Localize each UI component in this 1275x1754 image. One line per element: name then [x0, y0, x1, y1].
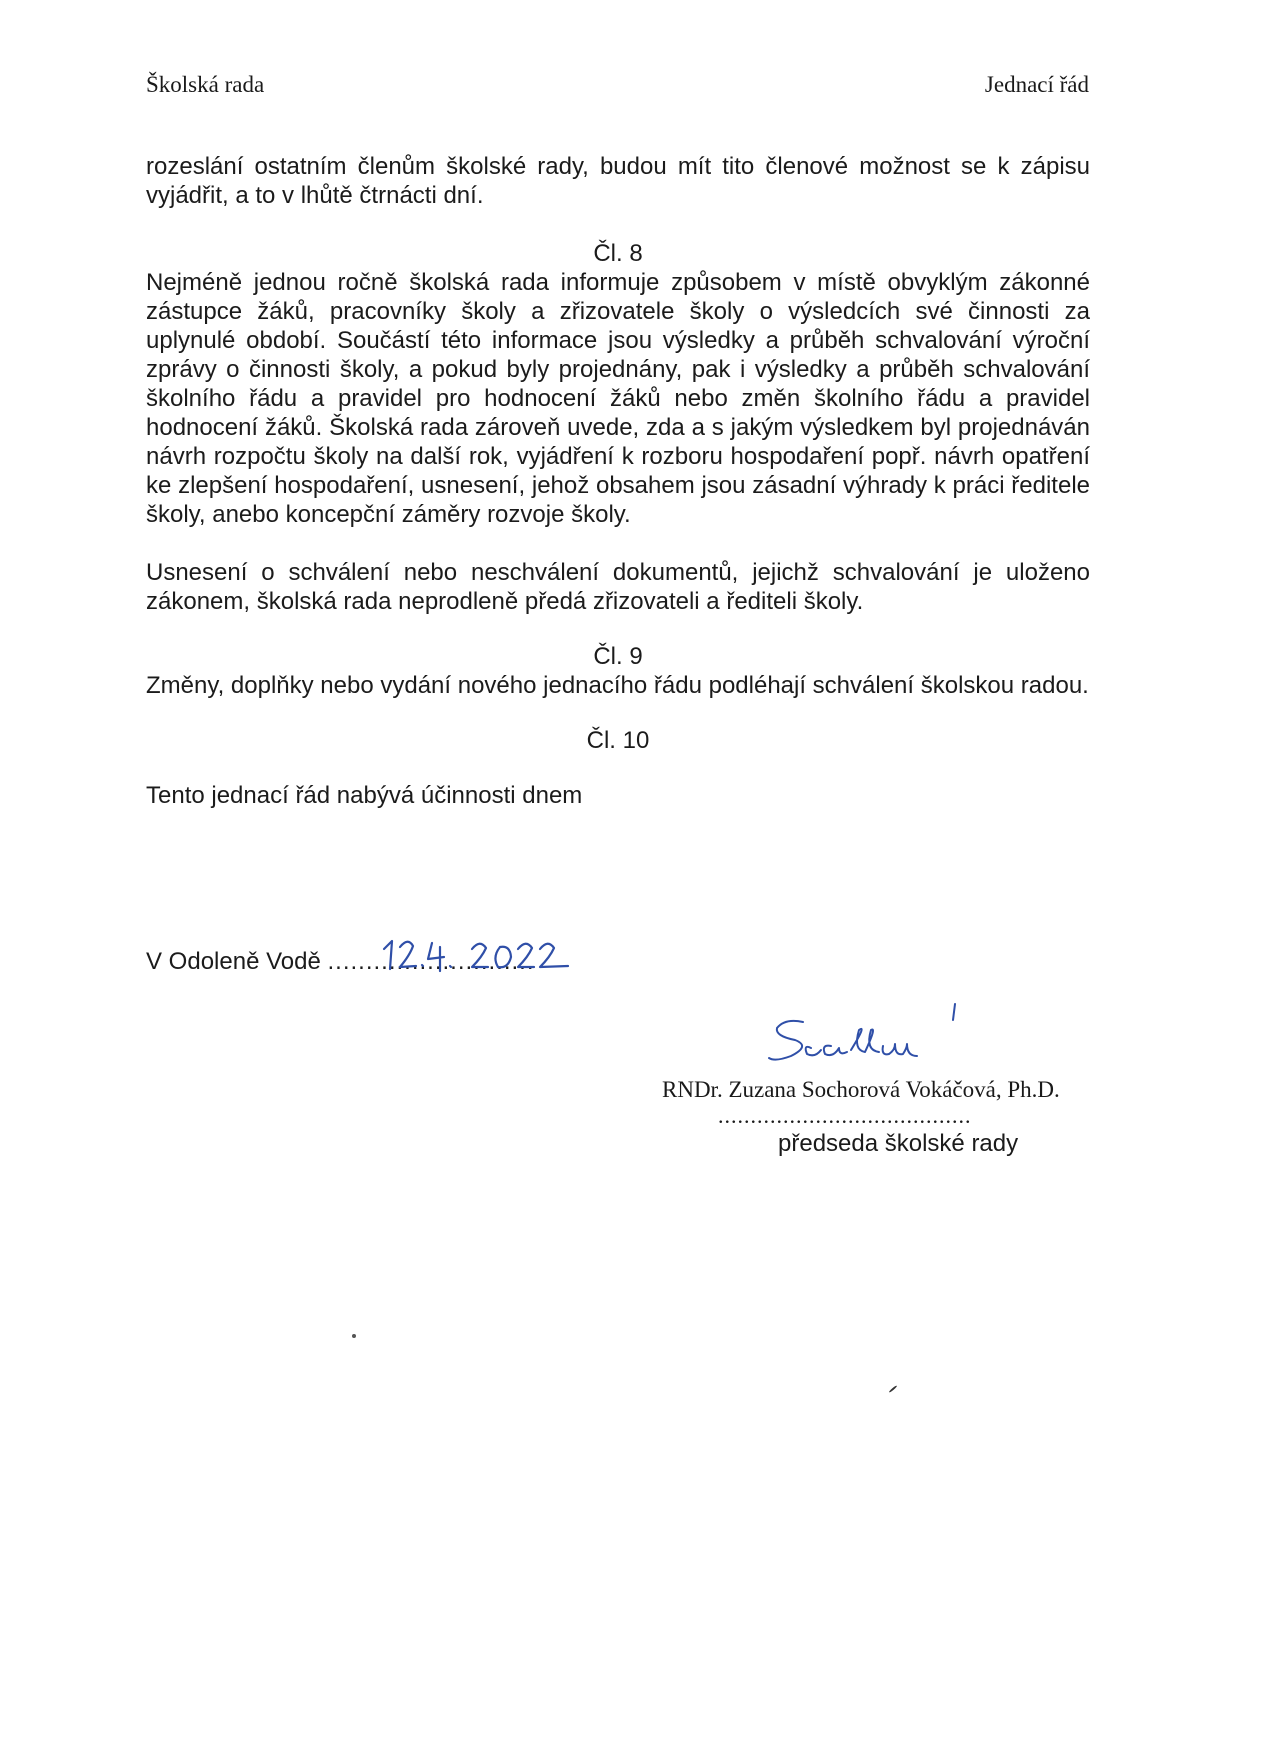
scan-speck	[352, 1334, 356, 1338]
signer-role: předseda školské rady	[778, 1130, 1019, 1157]
place-label: V Odoleně Vodě	[146, 948, 321, 975]
continuation-paragraph: rozeslání ostatním členům školské rady, budou mít tito členové možnost se k zápisu vyjádřit, a to v lhůtě čtrnácti dní.	[146, 153, 1090, 209]
article-8-heading: Čl. 8	[593, 240, 643, 267]
article-10-paragraph-1: Tento jednací řád nabývá účinnosti dnem	[146, 782, 583, 809]
article-10-heading: Čl. 10	[586, 727, 650, 754]
signature	[755, 1000, 1015, 1080]
signer-name: RNDr. Zuzana Sochorová Vokáčová, Ph.D.	[662, 1077, 1060, 1102]
handwritten-date	[378, 929, 578, 979]
article-8-paragraph-1: Nejméně jednou ročně školská rada informuje způsobem v místě obvyklým zákonné zástupce žáků, pracovníky školy a zřizovatele školy o výsledcích své činnosti za uplynulé období. Součástí této informace jsou výsledky a průběh schvalování výroční zprávy o činnosti školy, a pokud byly projednány, pak i výsledky a průběh schvalování školního řádu a pravidel pro hodnocení žáků nebo změn školního řádu a pravidel hodnocení žáků. Školská rada zároveň uvede, zda a s jakým výsledkem byl projednáván návrh rozpočtu školy na další rok, vyjádření k rozboru hospodaření popř. návrh opatření ke zlepšení hospodaření, usnesení, jehož obsahem jsou zásadní výhrady k práci ředitele školy, anebo koncepční záměry rozvoje školy.	[146, 269, 1090, 528]
signature-dots: .......................................	[718, 1103, 972, 1128]
article-9-paragraph-1: Změny, doplňky nebo vydání nového jednacího řádu podléhají schválení školskou radou.	[146, 672, 1089, 699]
date-dots: ...........................	[327, 948, 535, 975]
header-left: Školská rada	[146, 72, 265, 97]
article-8-paragraph-2: Usnesení o schválení nebo neschválení dokumentů, jejichž schvalování je uloženo zákonem, školská rada neprodleně předá zřizovateli a řediteli školy.	[146, 559, 1090, 615]
document-body	[146, 152, 1090, 810]
scan-speck	[889, 1385, 898, 1393]
header-right: Jednací řád	[984, 72, 1089, 97]
article-9-heading: Čl. 9	[593, 643, 643, 670]
